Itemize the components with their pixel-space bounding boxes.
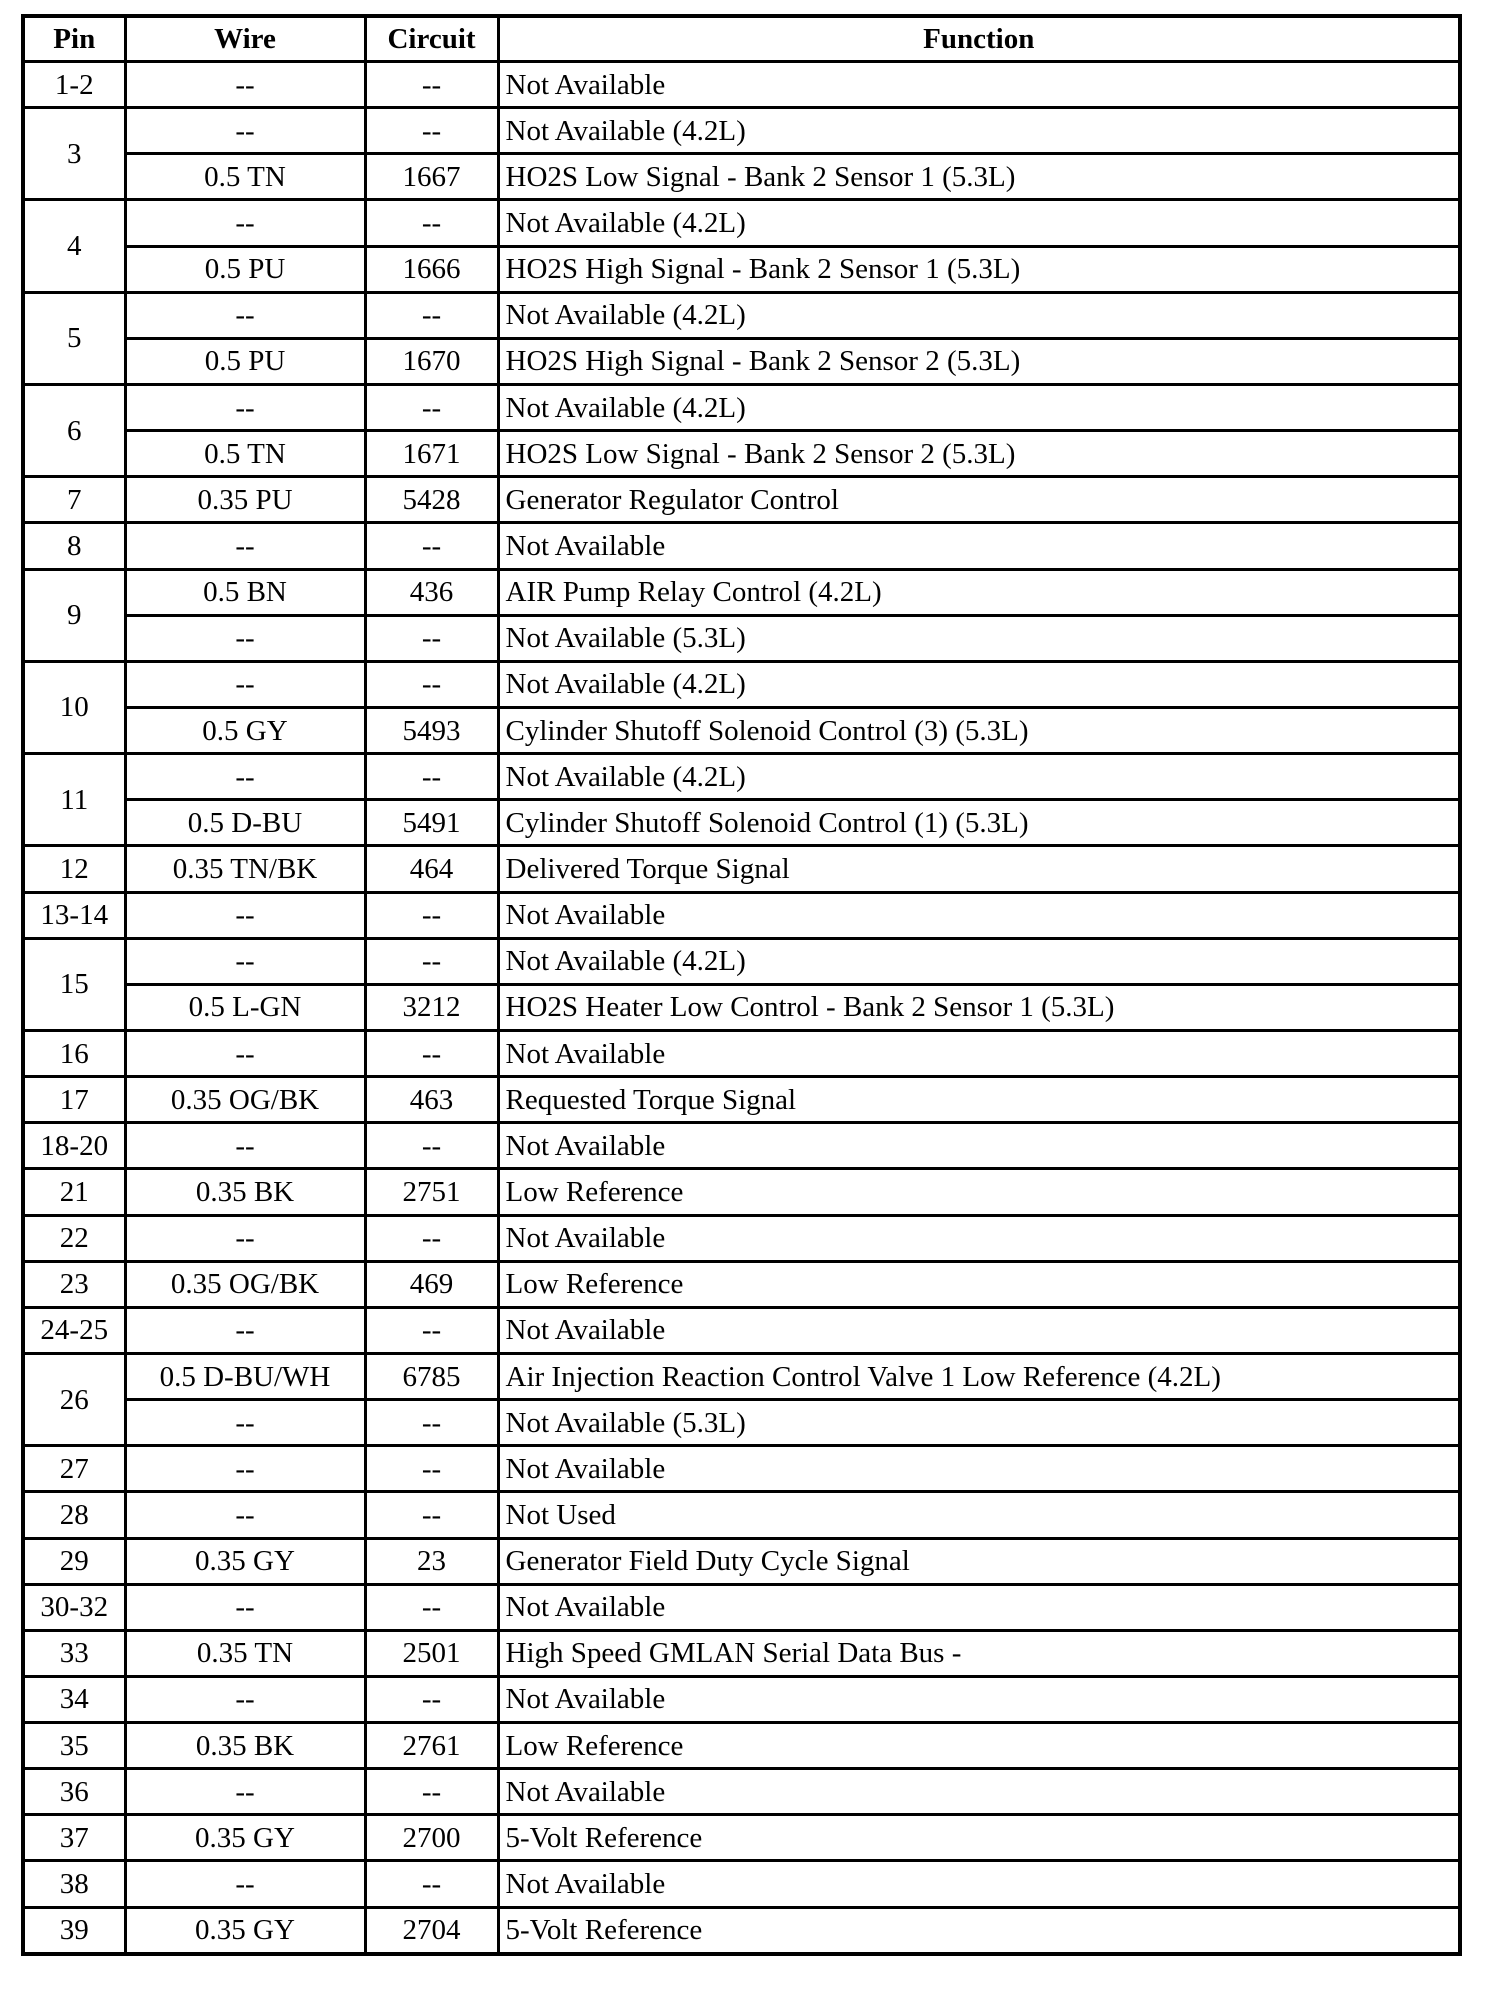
function-cell: Not Available (4.2L): [498, 200, 1460, 246]
wire-cell: --: [125, 62, 365, 108]
header-row: [23, 16, 1460, 62]
wire-cell: 0.5 TN: [125, 431, 365, 477]
function-cell: Not Available: [498, 523, 1460, 569]
function-cell: Generator Field Duty Cycle Signal: [498, 1538, 1460, 1584]
circuit-cell: 463: [365, 1077, 498, 1123]
header-function: Function: [498, 16, 1460, 62]
wire-cell: --: [125, 754, 365, 800]
circuit-cell: --: [365, 1492, 498, 1538]
pin-cell: 15: [23, 938, 125, 1030]
table-row: [23, 1169, 1460, 1215]
table-row: [23, 1030, 1460, 1076]
table-row: [23, 1215, 1460, 1261]
pin-cell: 26: [23, 1353, 125, 1445]
table-row: [23, 1307, 1460, 1353]
table-row: [23, 1077, 1460, 1123]
circuit-cell: 2501: [365, 1630, 498, 1676]
table-row: [23, 569, 1460, 615]
function-cell: Not Available: [498, 1446, 1460, 1492]
pin-cell: 6: [23, 384, 125, 476]
pin-cell: 27: [23, 1446, 125, 1492]
table-row: [23, 1492, 1460, 1538]
circuit-cell: 23: [365, 1538, 498, 1584]
function-cell: Not Available: [498, 62, 1460, 108]
table-row: [23, 292, 1460, 338]
pin-cell: 29: [23, 1538, 125, 1584]
circuit-cell: --: [365, 1400, 498, 1446]
circuit-cell: --: [365, 523, 498, 569]
pin-cell: 34: [23, 1676, 125, 1722]
pin-cell: 30-32: [23, 1584, 125, 1630]
header-pin: Pin: [23, 16, 125, 62]
circuit-cell: 1670: [365, 338, 498, 384]
wire-cell: 0.5 D-BU/WH: [125, 1353, 365, 1399]
wire-cell: 0.35 TN/BK: [125, 846, 365, 892]
pin-cell: 13-14: [23, 892, 125, 938]
pin-cell: 21: [23, 1169, 125, 1215]
table-row: [23, 1446, 1460, 1492]
circuit-cell: --: [365, 938, 498, 984]
pin-cell: 17: [23, 1077, 125, 1123]
circuit-cell: --: [365, 661, 498, 707]
function-cell: HO2S High Signal - Bank 2 Sensor 1 (5.3L): [498, 246, 1460, 292]
circuit-cell: --: [365, 292, 498, 338]
pin-cell: 4: [23, 200, 125, 292]
function-cell: Air Injection Reaction Control Valve 1 Low Reference (4.2L): [498, 1353, 1460, 1399]
table-row: [23, 1123, 1460, 1169]
table-row: [23, 892, 1460, 938]
wire-cell: 0.35 BK: [125, 1723, 365, 1769]
wire-cell: 0.35 GY: [125, 1538, 365, 1584]
circuit-cell: 469: [365, 1261, 498, 1307]
table-row: [23, 754, 1460, 800]
function-cell: Not Available: [498, 1030, 1460, 1076]
pin-cell: 18-20: [23, 1123, 125, 1169]
table-row: [23, 846, 1460, 892]
wire-cell: --: [125, 1676, 365, 1722]
circuit-cell: 2761: [365, 1723, 498, 1769]
table-row: [23, 62, 1460, 108]
pin-cell: 37: [23, 1815, 125, 1861]
pin-cell: 38: [23, 1861, 125, 1907]
wire-cell: --: [125, 1492, 365, 1538]
function-cell: Not Available: [498, 1123, 1460, 1169]
pin-cell: 12: [23, 846, 125, 892]
circuit-cell: --: [365, 1769, 498, 1815]
pin-cell: 5: [23, 292, 125, 384]
function-cell: HO2S Low Signal - Bank 2 Sensor 1 (5.3L): [498, 154, 1460, 200]
function-cell: Requested Torque Signal: [498, 1077, 1460, 1123]
table-row: [23, 1584, 1460, 1630]
pin-cell: 28: [23, 1492, 125, 1538]
pin-cell: 22: [23, 1215, 125, 1261]
function-cell: Not Available (5.3L): [498, 1400, 1460, 1446]
pin-cell: 23: [23, 1261, 125, 1307]
function-cell: 5-Volt Reference: [498, 1907, 1460, 1954]
table-row: [23, 1400, 1460, 1446]
function-cell: Not Available (4.2L): [498, 292, 1460, 338]
function-cell: Low Reference: [498, 1723, 1460, 1769]
wire-cell: 0.5 D-BU: [125, 800, 365, 846]
function-cell: Delivered Torque Signal: [498, 846, 1460, 892]
circuit-cell: 5428: [365, 477, 498, 523]
function-cell: Low Reference: [498, 1169, 1460, 1215]
function-cell: AIR Pump Relay Control (4.2L): [498, 569, 1460, 615]
function-cell: Not Available: [498, 1307, 1460, 1353]
function-cell: Not Available: [498, 1769, 1460, 1815]
wire-cell: --: [125, 1400, 365, 1446]
table-row: [23, 1723, 1460, 1769]
circuit-cell: 1667: [365, 154, 498, 200]
circuit-cell: --: [365, 1584, 498, 1630]
function-cell: Not Available (4.2L): [498, 938, 1460, 984]
wire-cell: 0.35 OG/BK: [125, 1077, 365, 1123]
table-row: [23, 154, 1460, 200]
table-row: [23, 800, 1460, 846]
pin-cell: 8: [23, 523, 125, 569]
wire-cell: 0.5 L-GN: [125, 984, 365, 1030]
pin-cell: 3: [23, 108, 125, 200]
table-row: [23, 1676, 1460, 1722]
pin-cell: 35: [23, 1723, 125, 1769]
function-cell: HO2S Heater Low Control - Bank 2 Sensor 1 (5.3L): [498, 984, 1460, 1030]
function-cell: HO2S Low Signal - Bank 2 Sensor 2 (5.3L): [498, 431, 1460, 477]
circuit-cell: --: [365, 1030, 498, 1076]
pin-cell: 11: [23, 754, 125, 846]
function-cell: Not Available: [498, 892, 1460, 938]
circuit-cell: 2751: [365, 1169, 498, 1215]
wire-cell: --: [125, 1861, 365, 1907]
circuit-cell: --: [365, 615, 498, 661]
circuit-cell: 2700: [365, 1815, 498, 1861]
wire-cell: --: [125, 1769, 365, 1815]
pin-cell: 1-2: [23, 62, 125, 108]
wire-cell: 0.5 PU: [125, 246, 365, 292]
table-row: [23, 477, 1460, 523]
wire-cell: --: [125, 661, 365, 707]
circuit-cell: 1671: [365, 431, 498, 477]
wire-cell: 0.5 BN: [125, 569, 365, 615]
pin-cell: 9: [23, 569, 125, 661]
function-cell: Not Available: [498, 1584, 1460, 1630]
function-cell: Not Available (5.3L): [498, 615, 1460, 661]
function-cell: High Speed GMLAN Serial Data Bus -: [498, 1630, 1460, 1676]
table-row: [23, 1353, 1460, 1399]
table-row: [23, 984, 1460, 1030]
function-cell: Not Available: [498, 1861, 1460, 1907]
circuit-cell: --: [365, 1307, 498, 1353]
circuit-cell: --: [365, 892, 498, 938]
circuit-cell: --: [365, 1446, 498, 1492]
wire-cell: --: [125, 1446, 365, 1492]
wire-cell: 0.35 GY: [125, 1907, 365, 1954]
wire-cell: 0.5 GY: [125, 707, 365, 753]
wire-cell: 0.35 OG/BK: [125, 1261, 365, 1307]
table-row: [23, 661, 1460, 707]
wire-cell: --: [125, 892, 365, 938]
circuit-cell: --: [365, 1123, 498, 1169]
wire-cell: --: [125, 523, 365, 569]
circuit-cell: 5491: [365, 800, 498, 846]
pin-cell: 36: [23, 1769, 125, 1815]
table-row: [23, 431, 1460, 477]
wire-cell: 0.35 PU: [125, 477, 365, 523]
wire-cell: 0.35 TN: [125, 1630, 365, 1676]
function-cell: Not Available (4.2L): [498, 754, 1460, 800]
table-row: [23, 523, 1460, 569]
circuit-cell: --: [365, 1215, 498, 1261]
function-cell: 5-Volt Reference: [498, 1815, 1460, 1861]
wire-cell: --: [125, 108, 365, 154]
circuit-cell: 464: [365, 846, 498, 892]
table-row: [23, 707, 1460, 753]
table-row: [23, 1261, 1460, 1307]
pin-cell: 10: [23, 661, 125, 753]
table-row: [23, 200, 1460, 246]
pinout-table: [21, 14, 1462, 1956]
function-cell: Not Available (4.2L): [498, 384, 1460, 430]
wire-cell: 0.5 PU: [125, 338, 365, 384]
wire-cell: --: [125, 1123, 365, 1169]
wire-cell: --: [125, 615, 365, 661]
table-row: [23, 108, 1460, 154]
function-cell: Not Used: [498, 1492, 1460, 1538]
pin-cell: 33: [23, 1630, 125, 1676]
circuit-cell: 6785: [365, 1353, 498, 1399]
function-cell: Not Available (4.2L): [498, 661, 1460, 707]
table-row: [23, 1907, 1460, 1954]
wire-cell: --: [125, 1307, 365, 1353]
table-row: [23, 1769, 1460, 1815]
wire-cell: --: [125, 384, 365, 430]
circuit-cell: --: [365, 384, 498, 430]
pin-cell: 24-25: [23, 1307, 125, 1353]
wire-cell: 0.35 GY: [125, 1815, 365, 1861]
circuit-cell: --: [365, 62, 498, 108]
table-row: [23, 384, 1460, 430]
function-cell: Not Available: [498, 1676, 1460, 1722]
function-cell: Not Available (4.2L): [498, 108, 1460, 154]
header-wire: Wire: [125, 16, 365, 62]
circuit-cell: 436: [365, 569, 498, 615]
header-circuit: Circuit: [365, 16, 498, 62]
function-cell: Cylinder Shutoff Solenoid Control (3) (5.3L): [498, 707, 1460, 753]
pin-cell: 7: [23, 477, 125, 523]
pin-cell: 16: [23, 1030, 125, 1076]
table-row: [23, 615, 1460, 661]
circuit-cell: 2704: [365, 1907, 498, 1954]
table-row: [23, 1861, 1460, 1907]
circuit-cell: --: [365, 1861, 498, 1907]
circuit-cell: --: [365, 1676, 498, 1722]
wire-cell: --: [125, 1215, 365, 1261]
circuit-cell: --: [365, 754, 498, 800]
table-row: [23, 938, 1460, 984]
function-cell: HO2S High Signal - Bank 2 Sensor 2 (5.3L): [498, 338, 1460, 384]
circuit-cell: 3212: [365, 984, 498, 1030]
circuit-cell: --: [365, 108, 498, 154]
table-row: [23, 246, 1460, 292]
circuit-cell: 5493: [365, 707, 498, 753]
table-row: [23, 1630, 1460, 1676]
wire-cell: --: [125, 938, 365, 984]
pin-cell: 39: [23, 1907, 125, 1954]
function-cell: Low Reference: [498, 1261, 1460, 1307]
table-row: [23, 338, 1460, 384]
wire-cell: --: [125, 1030, 365, 1076]
wire-cell: --: [125, 200, 365, 246]
wire-cell: --: [125, 292, 365, 338]
wire-cell: 0.5 TN: [125, 154, 365, 200]
table-row: [23, 1538, 1460, 1584]
circuit-cell: 1666: [365, 246, 498, 292]
function-cell: Cylinder Shutoff Solenoid Control (1) (5.3L): [498, 800, 1460, 846]
circuit-cell: --: [365, 200, 498, 246]
table-body: [23, 62, 1460, 1955]
function-cell: Not Available: [498, 1215, 1460, 1261]
wire-cell: --: [125, 1584, 365, 1630]
function-cell: Generator Regulator Control: [498, 477, 1460, 523]
table-row: [23, 1815, 1460, 1861]
wire-cell: 0.35 BK: [125, 1169, 365, 1215]
